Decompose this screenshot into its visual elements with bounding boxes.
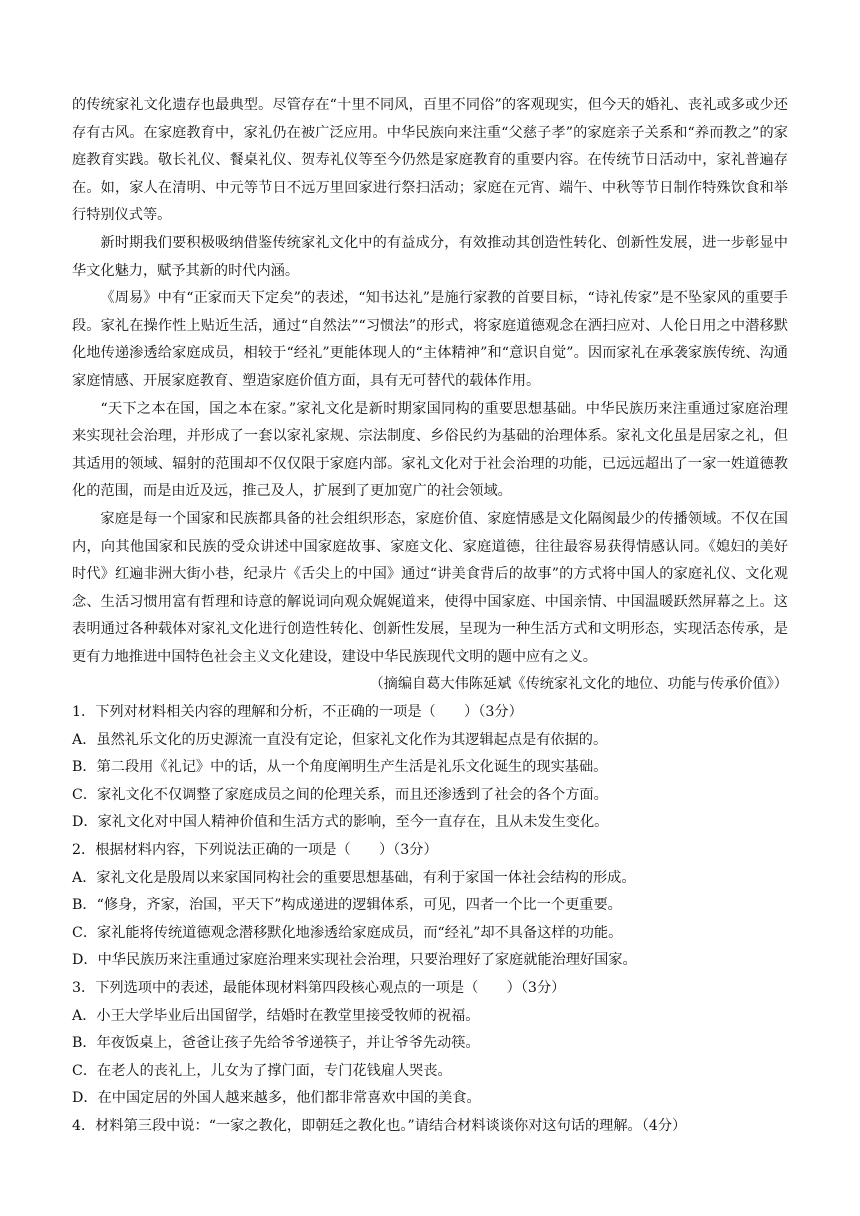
option-d[interactable]: D．中华民族历来注重通过家庭治理来实现社会治理，只要治理好了家庭就能治理好国家。 xyxy=(72,952,637,969)
option-b[interactable]: B．第二段用《礼记》中的话，从一个角度阐明生产生活是礼乐文化诞生的现实基础。 xyxy=(72,759,608,776)
passage-source: （摘编自葛大伟陈延斌《传统家礼文化的地位、功能与传承价值》） xyxy=(369,676,788,693)
passage-paragraph: “天下之本在国，国之本在家。”家礼文化是新时期家国同构的重要思想基础。中华民族历来注重通过家庭治理来实现社会治理，并形成了一套以家礼家规、宗法制度、乡俗民约为基础的治理体系。家礼文化虽是居家之礼，但其适用的领域、辐射的范围却不仅仅限于家庭内部。家礼文化对于社会治理的功能，已远远超出了一家一姓道德教化的范围，而是由近及远，推己及人，扩展到了更加宽广的社会领域。 xyxy=(72,400,788,500)
passage-paragraph: 家庭是每一个国家和民族都具备的社会组织形态，家庭价值、家庭情感是文化隔阂最少的传播领域。不仅在国内，向其他国家和民族的受众讲述中国家庭故事、家庭文化、家庭道德，往往最容易获得情感认同。《媳妇的美好时代》红遍非洲大街小巷，纪录片《舌尖上的中国》通过“讲美食背后的故事”的方式将中国人的家庭礼仪、文化观念、生活习惯用富有哲理和诗意的解说词向观众娓娓道来，使得中国家庭、中国亲情、中国温暖跃然屏幕之上。这表明通过各种载体对家礼文化进行创造性转化、创新性发展，呈现为一种生活方式和文明形态，实现活态传承，是更有力地推进中国特色社会主义文化建设，建设中华民族现代文明的题中应有之义。 xyxy=(72,510,788,665)
question-4 xyxy=(72,1113,788,1141)
passage-paragraph: 新时期我们要积极吸纳借鉴传统家礼文化中的有益成分，有效推动其创造性转化、创新性发展，进一步彰显中华文化魅力，赋予其新的时代内涵。 xyxy=(72,234,788,279)
question-3 xyxy=(72,975,788,1113)
question-stem: 3．下列选项中的表述，最能体现材料第四段核心观点的一项是（ ）（3分） xyxy=(72,980,566,996)
option-b[interactable]: B．“修身，齐家，治国，平天下”构成递进的逻辑体系，可见，四者一个比一个更重要。 xyxy=(72,897,622,914)
option-d[interactable]: D．在中国定居的外国人越来越多，他们都非常喜欢中国的美食。 xyxy=(72,1090,481,1107)
reading-passage xyxy=(72,92,788,699)
passage-paragraph: 《周易》中有“正家而天下定矣”的表述，“知书达礼”是施行家教的首要目标，“诗礼传家”是不坠家风的重要手段。家礼在操作性上贴近生活，通过“自然法”“习惯法”的形式，将家庭道德观念在洒扫应对、人伦日用之中潜移默化地传递渗透给家庭成员，相较于“经礼”更能体现人的“主体精神”和“意识自觉”。因而家礼在承袭家族传统、沟通家庭情感、开展家庭教育、塑造家庭价值方面，具有无可替代的载体作用。 xyxy=(72,290,788,389)
option-a[interactable]: A．家礼文化是殷周以来家国同构社会的重要思想基础，有利于家国一体社会结构的形成。 xyxy=(72,869,636,886)
option-d[interactable]: D．家礼文化对中国人精神价值和生活方式的影响，至今一直存在，且从未发生变化。 xyxy=(72,814,609,831)
question-stem: 1．下列对材料相关内容的理解和分析，不正确的一项是（ ）（3分） xyxy=(72,704,523,721)
option-b[interactable]: B．年夜饭桌上，爸爸让孩子先给爷爷递筷子，并让爷爷先动筷。 xyxy=(72,1035,480,1052)
option-c[interactable]: C．家礼文化不仅调整了家庭成员之间的伦理关系，而且还渗透到了社会的各个方面。 xyxy=(72,786,608,803)
option-a[interactable]: A．小王大学毕业后出国留学，结婚时在教堂里接受牧师的祝福。 xyxy=(72,1007,480,1024)
question-1 xyxy=(72,699,788,837)
option-c[interactable]: C．家礼能将传统道德观念潜移默化地渗透给家庭成员，而“经礼”却不具备这样的功能。 xyxy=(72,924,623,941)
question-stem: 4．材料第三段中说：“一家之教化，即朝廷之教化也。”请结合材料谈谈你对这句话的理解。（4分） xyxy=(72,1117,687,1134)
passage-paragraph: 的传统家礼文化遗存也最典型。尽管存在“十里不同风，百里不同俗”的客观现实，但今天的婚礼、丧礼或多或少还存有古风。在家庭教育中，家礼仍在被广泛应用。中华民族向来注重“父慈子孝”的家庭亲子关系和“养而教之”的家庭教育实践。敬长礼仪、餐桌礼仪、贺寿礼仪等至今仍然是家庭教育的重要内容。在传统节日活动中，家礼普遍存在。如，家人在清明、中元等节日不远万里回家进行祭扫活动；家庭在元宵、端午、中秋等节日制作特殊饮食和举行特别仪式等。 xyxy=(72,97,788,224)
option-a[interactable]: A．虽然礼乐文化的历史源流一直没有定论，但家礼文化作为其逻辑起点是有依据的。 xyxy=(72,731,608,748)
exam-page xyxy=(72,92,788,1141)
question-2 xyxy=(72,837,788,975)
question-stem: 2．根据材料内容，下列说法正确的一项是（ ）（3分） xyxy=(72,842,438,859)
option-c[interactable]: C．在老人的丧礼上，儿女为了撑门面，专门花钱雇人哭丧。 xyxy=(72,1062,452,1079)
